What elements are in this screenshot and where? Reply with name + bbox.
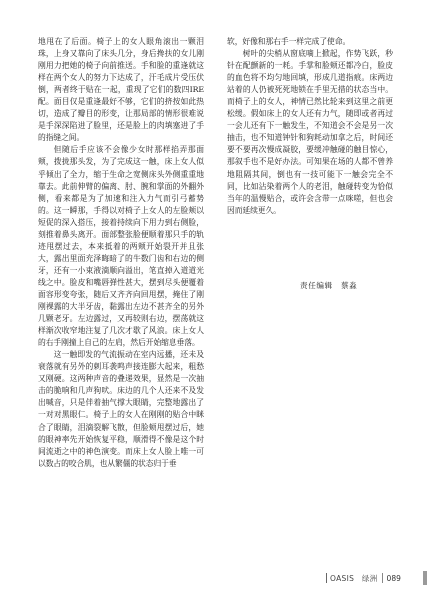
page-number: 089 [386, 573, 401, 583]
page-edge-tab [423, 571, 427, 585]
paragraph: 软，好像和那右手一样完成了使命。 [227, 37, 351, 46]
article-left-column [38, 36, 204, 470]
paragraph: 这一触即发的气流振动在室内远播，还未及衰落就有另外的刺耳袭鸣声接连膨大起来，粗愁又刚硬。这两种声音的叠递效果，显然是一次抽击的脆响和几声狗吠。床边的几个人还来不及发出喊音，只是伴着抽气撑大眼睛，完整地露出了一对对黑眼仁。椅子上的女人在刚刚的贴合中眯合了眼睛，泪滴裂解飞散，但脸颊甩摆过后，她的眼神率先开始恢复平稳，顺滑得不像是这个时间流逝之中的神色演变。而床上女人脸上唯一可以数占的咬合肌，也从繁僵的状态归于垂 [38, 350, 204, 468]
article-right-column [227, 36, 393, 217]
page-footer [326, 571, 401, 585]
footer-separator [382, 573, 383, 583]
paragraph: 地甩在了后面。椅子上的女人眼角滚出一颗泪珠，上身又靠向了床头几分，身后搀扶的女儿刚刚用力把她的椅子向前推送。手和脸的重逢就这样在两个女人的努力下达成了，汗毛成片受压伏倒，两者终于贴在一起，重现了它们的数四IRE配。面目仅是重逢最好不够，它们的挤按如此热切，造成了瓣目的形变，让那局部的情形很难说是手深深陷进了脸里，还是脸上的肉填塞进了手的指缝之间。 [38, 37, 204, 143]
magazine-name: OASIS 绿洲 [330, 573, 378, 583]
paragraph: 但随后手应该不会像少女时那样掐弄那面颊，拨拢那头发，为了完成这一触，床上女人似乎倾出了全力，缩于生命之宽侧床头外侧重重地靠去。此前伸臂的偏离、肘、腕和掌面的外翻外侧，看来都是为了加速和注入力气而引弓蓄势的。这一瞬那，手得以对椅子上女人的左脸颊以短促的深入搭压，接着持续向下用力到右侧脸，刻推着鼻头离开。面部整张脸便顺着那只手的轨迹甩摆过去，本来抵着的两颊开始裂开并且张大，露出里面充泽晦暗了的牛数门齿和右边的侧牙，还有一小束液滴顺向溢出，笔直掉入道道光线之中。脸皮和嘴唇弹性甚大，摆到尽头便覆着面容形变夸张，随后又齐齐向回甩摆，掩住了刚刚裸露的大半牙齿，黏露出左边不甚齐全的另外几颗老牙。左边露过，又再较则右边，摆荡就这样渐次收窄地注复了几次才歇了风浪。床上女人的右手刚撞上自己的左肩，然后开始缩息垂落。 [38, 145, 204, 348]
paragraph: 树叶的尖梢从窗底嘀上掀起，作势飞跃，秒针在配颤新的一耗。手掌和脸颊还都冷白，脸皮的血色将不均匀地回填，形成几道指痕。床两边站着的人仍被死死地锁在手里无措的状态当中。而椅子上的女人，神情已然比轮来到这里之前更松缓。假如床上的女人还有力气，随即或者再过一会儿还有下一触发生，不知道会不会是另一次抽击，也不知道钟针和狗耗动加拿之后，时间还要不要再次慢成凝胶，要缓冲触碰的触目惊心，那叙手也不是好办法。可知果在场的人都不曾养地阻隔其间，倒也有一技可能下一触会完全不同，比如沾染着两个人的老泪，触碰转变为恰似当年的温慢贴合，或许会含带一点咪嗟，但也会因而延续更久。 [227, 49, 393, 215]
editor-credit: 责任编辑 蔡淼 [300, 281, 358, 290]
footer-divider [326, 573, 327, 583]
